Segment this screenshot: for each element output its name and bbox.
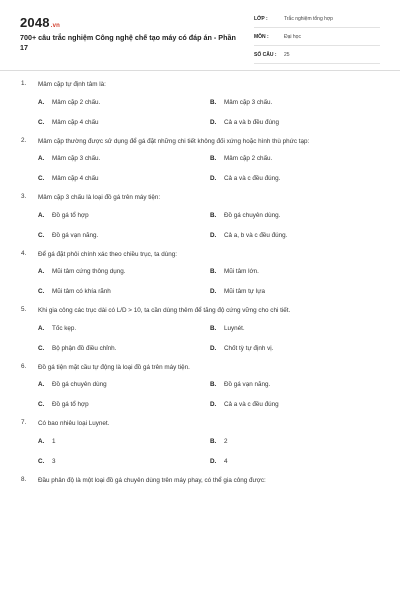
answer-option[interactable] xyxy=(210,288,265,295)
meta-value: Trắc nghiệm tổng hợp xyxy=(284,16,333,22)
option-text: Bộ phận đồ điều chỉnh. xyxy=(52,344,117,352)
question-text: Mâm cặp 3 chấu là loại đồ gá trên máy tiện: xyxy=(38,194,161,201)
option-key: C. xyxy=(38,118,45,126)
option-text: Đồ gá tổ hợp xyxy=(52,211,89,219)
option-key: C. xyxy=(38,457,45,465)
question-list xyxy=(0,80,400,498)
answer-option[interactable] xyxy=(210,438,228,445)
answer-options xyxy=(0,486,400,498)
answer-options xyxy=(0,317,400,363)
answer-option[interactable] xyxy=(38,458,56,465)
option-text: Mâm cặp 2 chấu. xyxy=(224,155,273,162)
option-text: Mâm cặp 4 chấu xyxy=(52,175,99,182)
option-text: Mâm cặp 4 chấu xyxy=(52,118,99,126)
option-text: Cả a và c đều đúng xyxy=(224,401,279,408)
option-key: D. xyxy=(210,457,217,465)
meta-label: MÔN : xyxy=(254,34,269,40)
question-number: 5. xyxy=(21,306,27,313)
option-text: Mũi tâm cứng thông dụng. xyxy=(52,268,126,275)
answer-options xyxy=(0,91,400,137)
question-text: Có bao nhiêu loại Luynet. xyxy=(38,420,110,427)
answer-option[interactable] xyxy=(38,155,100,162)
option-text: Cả a và b đều đúng xyxy=(224,118,279,126)
meta-row-class xyxy=(254,14,380,28)
answer-option[interactable] xyxy=(210,212,280,219)
option-key: A. xyxy=(38,268,45,275)
option-key: B. xyxy=(210,381,217,388)
option-key: C. xyxy=(38,231,45,239)
question-item xyxy=(0,137,400,194)
question-text: Đồ gá tiện mặt cầu tự động là loại đồ gá trên máy tiện. xyxy=(38,363,190,371)
answer-option[interactable] xyxy=(38,119,99,126)
answer-options xyxy=(0,430,400,476)
meta-row-subject xyxy=(254,32,380,46)
option-key: D. xyxy=(210,288,217,295)
page-header xyxy=(0,0,400,70)
question-item xyxy=(0,419,400,476)
option-key: B. xyxy=(210,268,217,275)
option-key: C. xyxy=(38,344,45,352)
option-text: Mũi tâm lớn. xyxy=(224,268,259,275)
answer-option[interactable] xyxy=(210,345,273,352)
option-key: B. xyxy=(210,155,217,162)
answer-option[interactable] xyxy=(38,401,89,408)
answer-option[interactable] xyxy=(38,381,107,388)
document-meta xyxy=(254,14,380,68)
option-text: Mâm cặp 2 chấu. xyxy=(52,98,101,106)
question-item xyxy=(0,363,400,420)
question-number: 4. xyxy=(21,249,27,257)
answer-option[interactable] xyxy=(210,99,272,106)
option-text: Đồ gá tổ hợp xyxy=(52,401,89,408)
answer-option[interactable] xyxy=(210,155,272,162)
option-text: Đồ gá chuyên dùng xyxy=(52,381,107,388)
answer-option[interactable] xyxy=(210,381,270,388)
question-text: Mâm cặp thường được sử dụng để gá đặt những chi tiết không đối xứng hoặc hình thù phức tạp: xyxy=(38,137,310,145)
answer-option[interactable] xyxy=(210,268,259,275)
answer-option[interactable] xyxy=(38,99,100,106)
option-text: Mũi tâm có khía rãnh xyxy=(52,288,111,295)
answer-options xyxy=(0,373,400,419)
answer-option[interactable] xyxy=(210,232,287,239)
option-text: 4 xyxy=(224,457,228,465)
option-key: A. xyxy=(38,211,45,219)
logo-suffix: .vn xyxy=(50,23,61,29)
option-text: Mâm cặp 3 chấu. xyxy=(224,98,273,106)
answer-option[interactable] xyxy=(38,268,126,275)
option-text: Mâm cặp 3 chấu. xyxy=(52,155,101,162)
question-number: 2. xyxy=(21,136,27,144)
option-key: C. xyxy=(38,401,45,408)
meta-label: SỐ CÂU : xyxy=(254,52,277,58)
answer-option[interactable] xyxy=(38,438,56,445)
answer-option[interactable] xyxy=(38,325,76,332)
option-text: Đồ gá vạn năng. xyxy=(52,231,99,239)
answer-option[interactable] xyxy=(210,119,279,126)
question-number: 7. xyxy=(21,419,27,426)
header-divider xyxy=(0,70,400,71)
meta-value: Đại học xyxy=(284,34,301,40)
option-text: Đồ gá vạn năng. xyxy=(224,381,271,388)
meta-label: LỚP : xyxy=(254,16,268,22)
option-text: Luynét. xyxy=(224,324,245,332)
question-item xyxy=(0,476,400,499)
answer-options xyxy=(0,260,400,306)
site-logo[interactable]: 2048.vn xyxy=(20,15,61,30)
option-key: D. xyxy=(210,401,217,408)
question-item xyxy=(0,250,400,307)
option-text: Chốt tỳ tự định vị. xyxy=(224,344,274,352)
question-text: Để gá đặt phôi chính xác theo chiều trục, ta dùng: xyxy=(38,250,177,258)
meta-row-count xyxy=(254,50,380,64)
option-text: 1 xyxy=(52,437,56,445)
option-text: 2 xyxy=(224,437,228,445)
option-text: Cả a và c đều đúng. xyxy=(224,175,281,182)
question-item xyxy=(0,80,400,137)
question-item xyxy=(0,193,400,250)
option-text: Mũi tâm tự lựa xyxy=(224,288,265,295)
meta-value: 25 xyxy=(284,52,290,58)
option-key: A. xyxy=(38,98,45,106)
answer-option[interactable] xyxy=(210,458,228,465)
question-number: 1. xyxy=(21,80,27,87)
option-key: A. xyxy=(38,324,45,332)
option-key: D. xyxy=(210,118,217,126)
question-number: 6. xyxy=(21,362,27,370)
option-key: A. xyxy=(38,437,45,445)
question-text: Đầu phân độ là một loại đồ gá chuyên dùng trên máy phay, có thể gia công được: xyxy=(38,476,266,484)
option-key: B. xyxy=(210,437,217,445)
question-text: Khi gia công các trục dài có L/D > 10, ta cần dùng thêm để tăng độ cứng vững cho chi tiết. xyxy=(38,307,291,314)
answer-options xyxy=(0,147,400,193)
option-text: Cả a, b và c đều đúng. xyxy=(224,231,288,239)
option-key: D. xyxy=(210,344,217,352)
answer-option[interactable] xyxy=(210,325,245,332)
question-item xyxy=(0,306,400,363)
question-number: 8. xyxy=(21,475,27,483)
option-key: D. xyxy=(210,175,217,182)
question-number: 3. xyxy=(21,193,27,200)
option-key: A. xyxy=(38,155,45,162)
answer-option[interactable] xyxy=(210,401,279,408)
option-key: C. xyxy=(38,288,45,295)
option-key: A. xyxy=(38,381,45,388)
answer-option[interactable] xyxy=(38,288,111,295)
option-key: B. xyxy=(210,98,217,106)
answer-option[interactable] xyxy=(38,345,116,352)
option-key: B. xyxy=(210,211,217,219)
answer-option[interactable] xyxy=(38,175,99,182)
option-text: Đồ gá chuyên dùng. xyxy=(224,211,281,219)
option-text: 3 xyxy=(52,457,56,465)
answer-options xyxy=(0,204,400,250)
answer-option[interactable] xyxy=(38,212,89,219)
document-title: 700+ câu trắc nghiệm Công nghệ chế tạo máy có đáp án - Phần 17 xyxy=(20,33,236,52)
option-text: Tốc kẹp. xyxy=(52,324,77,332)
question-text: Mâm cặp tự định tâm là: xyxy=(38,81,106,88)
answer-option[interactable] xyxy=(38,232,98,239)
option-key: B. xyxy=(210,324,217,332)
answer-option[interactable] xyxy=(210,175,280,182)
option-key: D. xyxy=(210,231,217,239)
option-key: C. xyxy=(38,175,45,182)
